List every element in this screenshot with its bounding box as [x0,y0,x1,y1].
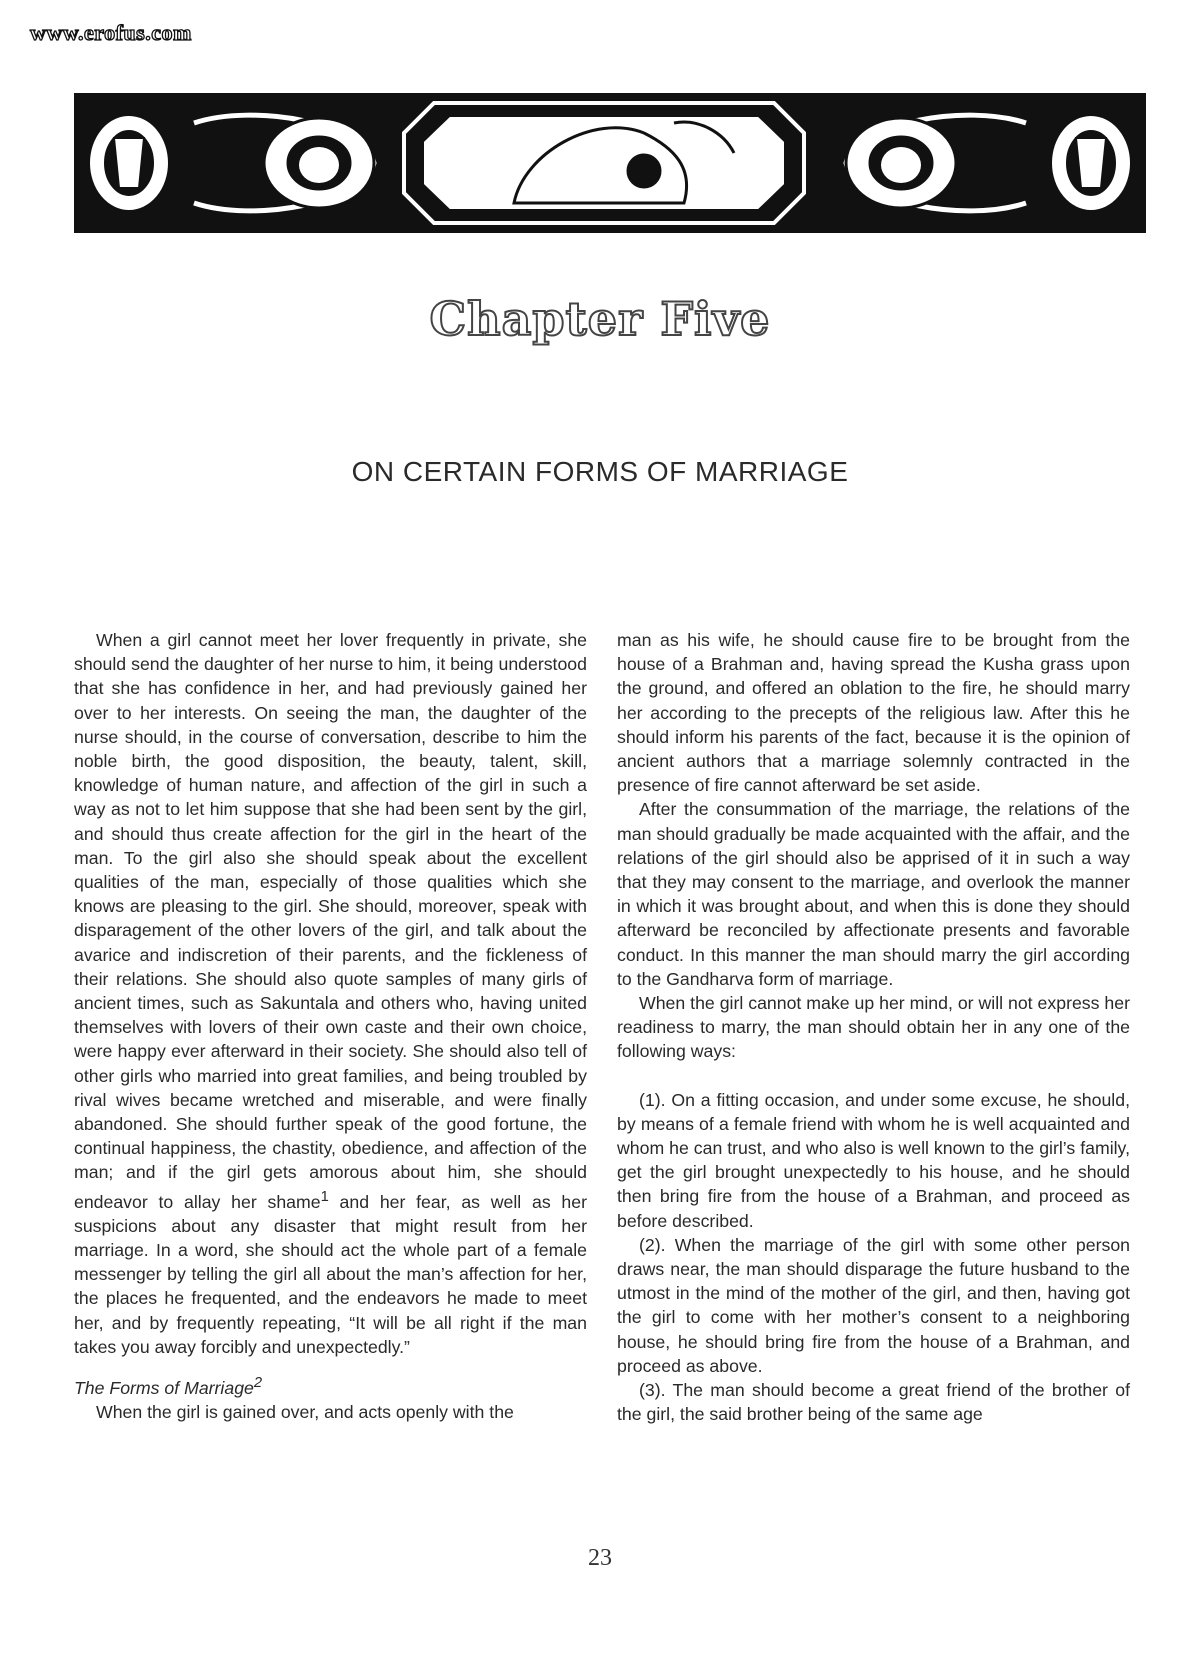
watermark: www.erofus.com [30,20,192,45]
page-number: 23 [588,1545,612,1571]
paragraph: When a girl cannot meet her lover frequently in private, she should send the daughter of her nurse to him, it being understood that she has confidence in her, and had previously gained her over to her interests. On seeing the man, the daughter of the nurse should, in the course of conversation, describe to him the noble birth, the good disposition, the beauty, talent, skill, knowledge of human nature, and affection of the girl in such a way as not to let him suppose that she had been sent by the girl, and should thus create affection for the girl in the heart of the man. To the girl also she should speak about the excellent qualities of the man, especially of those qualities which she knows are pleasing to the girl. She should, moreover, speak with disparagement of the other lovers of the girl, and talk about the avarice and indiscretion of their parents, and the fickleness of their relations. She should also quote samples of many girls of ancient times, such as Sakuntala and others who, having united themselves with lovers of their own caste and their own choice, were happy ever afterward in their society. She should also tell of other girls who married into great families, and being troubled by rival wives became wretched and miserable, and were finally abandoned. She should further speak of the good fortune, the continual happiness, the chastity, obedience, and affection of the man; and if the girl gets amorous about him, she should endeavor to allay her shame$^1$ and her fear, as well as her suspicions about any disaster that might result from her marriage. In a word, she should act the whole part of a female messenger by telling the girl all about the man’s affection for her, the places he frequented, and the endeavors he made to meet her, and by frequently repeating, “It will be all right if the man takes you away forcibly and unexpectedly.” [74,630,587,1357]
paragraph: After the consummation of the marriage, the relations of the man should gradually be made acquainted with the affair, and the relations of the girl should also be apprised of it in such a way that they may consent to the marriage, and overlook the manner in which it was brought about, and when this is done they should afterward be reconciled by affectionate presents and favorable conduct. In this manner the man should marry the girl according to the Gandharva form of marriage. [617,799,1130,989]
footnote-ref: 2 [253,1374,263,1391]
paragraph: man as his wife, he should cause fire to be brought from the house of a Brahman and, having spread the Kusha grass upon the ground, and offered an oblation to the fire, he should marry her according to the precepts of the religious law. After this he should inform his parents of the fact, because it is the opinion of ancient authors that a marriage solemnly contracted in the presence of fire cannot afterward be set aside. [617,630,1130,796]
paragraph: (3). The man should become a great friend of the brother of the girl, the said brother being of the same age [617,1380,1130,1425]
paragraph: (2). When the marriage of the girl with some other person draws near, the man should disparage the future husband to the utmost in the mind of the mother of the girl, and then, having got the girl to come with her mother’s consent to a neighboring house, he should bring fire from the house of a Brahman, and proceed as above. [617,1234,1130,1376]
left-urn-ornament [89,115,169,211]
paragraph: When the girl cannot make up her mind, or will not express her readiness to marry, the man should obtain her in any one of the following ways: [617,993,1130,1062]
subheading: The Forms of Marriage$^2$ [74,1374,263,1398]
section-title: ON CERTAIN FORMS OF MARRIAGE [351,456,849,487]
ornamental-banner [74,93,1146,233]
footnote-ref: 1 [320,1188,329,1205]
left-column [74,628,587,1424]
paragraph: (1). On a fitting occasion, and under some excuse, he should, by means of a female friend with whom he is well acquainted and whom he can trust, and who also is well known to the girl’s family, get the girl brought unexpectedly to his house, and he should then bring fire from the house of a Brahman, and proceed as before described. [617,1089,1130,1231]
right-column [617,628,1130,1427]
chapter-title: Chapter Five [429,292,771,346]
right-urn-ornament [1051,115,1131,211]
paragraph: When the girl is gained over, and acts openly with the [96,1402,514,1423]
